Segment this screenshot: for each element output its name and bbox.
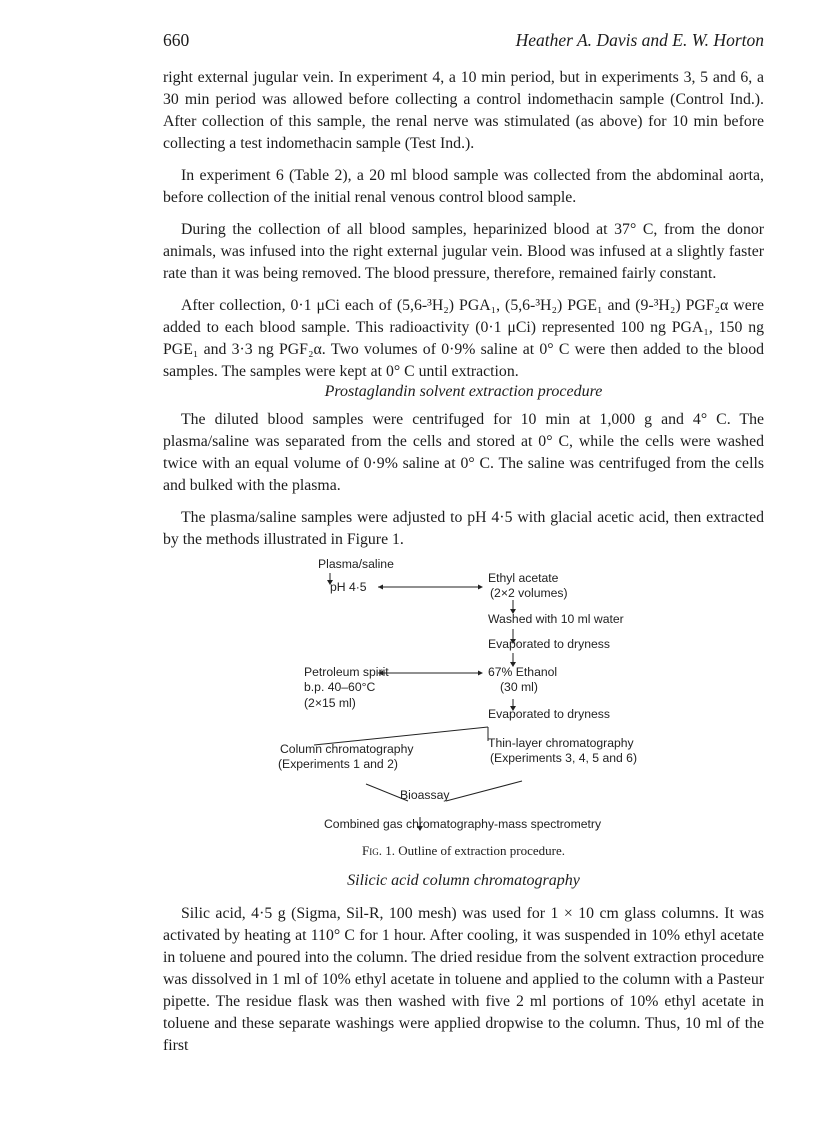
label-plasma-saline: Plasma/saline (318, 557, 394, 571)
section-title-silicic: Silicic acid column chromatography (347, 872, 580, 889)
label-evaporated-2: Evaporated to dryness (488, 707, 610, 721)
paragraph: In experiment 6 (Table 2), a 20 ml blood sample was collected from the abdominal aorta, before collection of the initial renal venous control blood sample. (163, 167, 764, 206)
label-volumes: (2×2 volumes) (490, 586, 568, 600)
text-block-top (163, 67, 764, 383)
label-petroleum-volume: (2×15 ml) (304, 696, 356, 710)
section-title-extraction: Prostaglandin solvent extraction procedure (324, 383, 603, 400)
page-number: 660 (163, 30, 190, 50)
label-tlc: Thin-layer chromatography (488, 736, 634, 750)
paragraph: The diluted blood samples were centrifuged for 10 min at 1,000 g and 4° C. The plasma/saline was separated from the cells and stored at 0° C, while the cells were washed twice with an equal volume of 0·9% saline at 0° C. The saline was centrifuged from the cells and bulked with the plasma. (163, 411, 764, 494)
label-washed: Washed with 10 ml water (488, 612, 624, 626)
label-ethanol: 67% Ethanol (488, 665, 558, 679)
label-ph: pH 4·5 (330, 580, 367, 594)
extraction-flow-diagram (270, 555, 690, 855)
paragraph: The plasma/saline samples were adjusted to pH 4·5 with glacial acetic acid, then extracted by the methods illustrated in Figure 1. (163, 509, 764, 548)
text-block-mid (163, 409, 764, 551)
running-header-authors: Heather A. Davis and E. W. Horton (515, 30, 764, 50)
label-ethyl-acetate: Ethyl acetate (488, 571, 559, 585)
caption-label: Fig. 1. (362, 843, 395, 858)
label-bioassay: Bioassay (400, 788, 450, 802)
label-evaporated-1: Evaporated to dryness (488, 637, 610, 651)
label-ethanol-volume: (30 ml) (500, 680, 538, 694)
label-petroleum-spirit: Petroleum spirit (304, 665, 389, 679)
label-tlc-experiments: (Experiments 3, 4, 5 and 6) (490, 751, 637, 765)
paragraph: Silic acid, 4·5 g (Sigma, Sil-R, 100 mesh) was used for 1 × 10 cm glass columns. It was activated by heating at 110° C for 1 hour. After cooling, it was suspended in 10% ethyl acetate in toluene and poured into the column. The dried residue from the solvent extraction procedure was dissolved in 1 ml of 10% ethyl acetate in toluene and applied to the column with a Pasteur pipette. The residue flask was then washed with five 2 ml portions of 10% ethyl acetate in toluene and these separate washings were applied dropwise to the column. Thus, 10 ml of the first (163, 905, 764, 1054)
paragraph: During the collection of all blood samples, heparinized blood at 37° C, from the donor animals, was infused into the right external jugular vein. Blood was infused at a slightly faster rate than it was being removed. The blood pressure, therefore, remained fairly constant. (163, 221, 764, 282)
label-column-chromatography: Column chromatography (280, 742, 414, 756)
figure-caption (163, 843, 764, 859)
text-block-bottom (163, 903, 764, 1057)
caption-text: Outline of extraction procedure. (398, 843, 565, 858)
label-bp: b.p. 40–60°C (304, 680, 376, 694)
label-gcms: Combined gas chromatography-mass spectrometry (324, 817, 602, 831)
label-column-experiments: (Experiments 1 and 2) (278, 757, 398, 771)
paragraph: After collection, 0·1 μCi each of (5,6-³H₂) PGA₁, (5,6-³H₂) PGE₁ and (9-³H₂) PGF₂α were added to each blood sample. This radioactivity (0·1 μCi) represented 100 ng PGA₁, 150 ng PGE₁ and 3·3 ng PGF₂α. Two volumes of 0·9% saline at 0° C were then added to the blood samples. The samples were kept at 0° C until extraction. (163, 297, 764, 380)
paragraph: right external jugular vein. In experiment 4, a 10 min period, but in experiments 3, 5 and 6, a 30 min period was allowed before collecting a control indomethacin sample (Control Ind.). After collection of this sample, the renal nerve was stimulated (as above) for 10 min before collecting a test indomethacin sample (Test Ind.). (163, 69, 764, 152)
